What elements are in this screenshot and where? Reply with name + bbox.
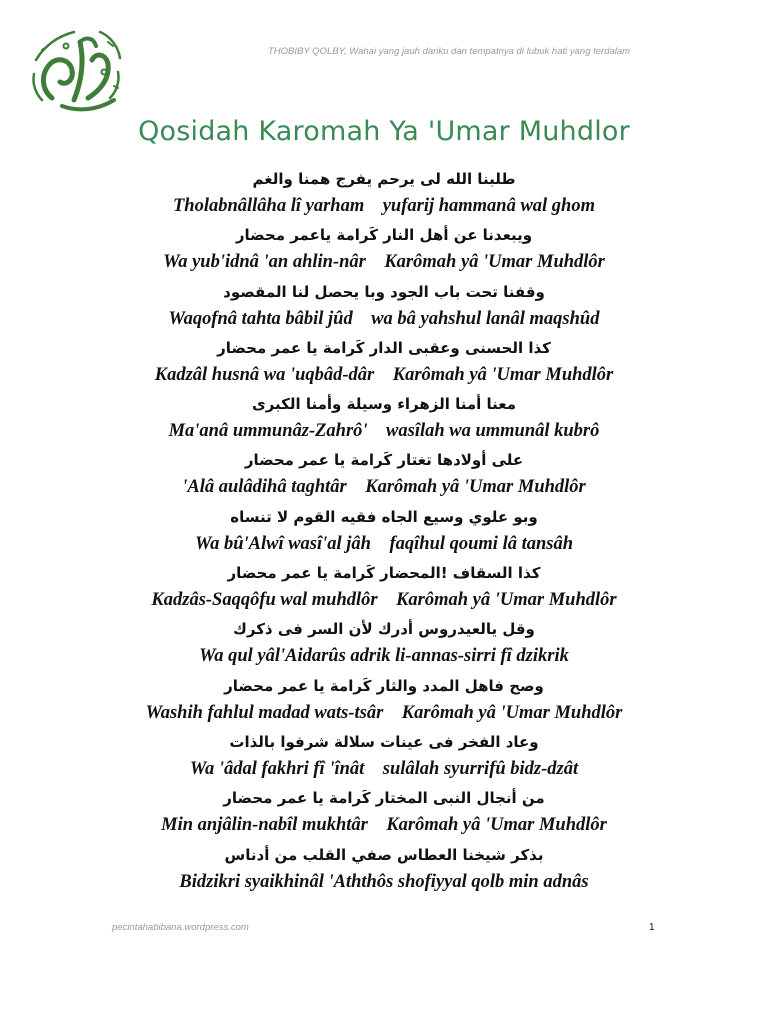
verse-transliteration-text: Wa yub'idnâ 'an ahlin-nâr Karômah yâ 'Umar Muhdlôr <box>163 252 605 273</box>
verse-transliteration-text: Wa 'âdal fakhri fî 'înât sulâlah syurrifû bidz-dzât <box>189 758 579 779</box>
verse-transliteration-text: 'Alâ aulâdihâ taghtâr Karômah yâ 'Umar Muhdlôr <box>182 477 586 498</box>
header-running-text: THOBIBY QOLBY, Wahai yang jauh dariku dan tempatnya di lubuk hati yang terdalam <box>268 46 631 57</box>
verse-item <box>0 673 768 729</box>
verse-item <box>0 842 768 898</box>
muhammad-calligraphy-logo <box>22 20 132 120</box>
verse-transliteration-text: Min anjâlin-nabîl mukhtâr Karômah yâ 'Umar Muhdlôr <box>161 815 607 836</box>
verse-arabic-text: ويبعدنا عن أهل النار كَرامة ياعمر محضار <box>235 226 533 245</box>
verse-item <box>0 391 768 447</box>
verse-transliteration-text: Wa bû'Alwî wasî'al jâh faqîhul qoumi lâ tansâh <box>195 533 573 554</box>
page-number: 1 <box>649 922 655 933</box>
verse-item <box>0 335 768 391</box>
verses-list <box>0 166 768 898</box>
verse-arabic-text: معنا أمنا الزهراء وسيلة وأمنا الكبرى <box>251 395 517 414</box>
verse-arabic-text: بذكر شيخنا العطاس صفي القلب من أدناس <box>224 845 544 864</box>
verse-arabic-text: وقل يالعيدروس أدرك لأن السر فى ذكرك <box>233 620 535 639</box>
verse-arabic-text: طلبنا الله لى يرحم يفرج همنا والغم <box>252 170 516 188</box>
verse-arabic-text: وعاد الفخر فى عينات سلالة شرفوا بالذات <box>229 732 539 751</box>
page-title: Qosidah Karomah Ya 'Umar Muhdlor <box>138 116 630 147</box>
verse-arabic-text: على أولادها تغتار كَرامة يا عمر محضار <box>244 451 524 470</box>
verse-item <box>0 166 768 222</box>
verse-transliteration-text: Tholabnâllâha lî yarham yufarij hammanâ wal ghom <box>173 196 595 216</box>
verse-transliteration-text: Kadzâs-Saqqôfu wal muhdlôr Karômah yâ 'Umar Muhdlôr <box>151 590 617 611</box>
verse-transliteration-text: Ma'anâ ummunâz-Zahrô' wasîlah wa ummunâl kubrô <box>168 421 600 442</box>
verse-transliteration-text: Washih fahlul madad wats-tsâr Karômah yâ 'Umar Muhdlôr <box>145 702 623 723</box>
verse-item <box>0 560 768 616</box>
verse-item <box>0 616 768 672</box>
calligraphy-seal-icon <box>22 20 132 120</box>
verse-arabic-text: وبو علوي وسيع الجاه فقيه القوم لا تنساه <box>230 507 538 526</box>
verse-transliteration-text: Bidzikri syaikhinâl 'Aththôs shofiyyal qolb min adnâs <box>179 871 589 892</box>
verse-item <box>0 504 768 560</box>
verse-item <box>0 279 768 335</box>
verse-item <box>0 729 768 785</box>
verse-item <box>0 785 768 841</box>
verse-arabic-text: وصح فاهل المدد والثار كَرامة يا عمر محضار <box>224 676 544 695</box>
verse-arabic-text: من أنجال النبى المختار كَرامة يا عمر محضار <box>223 789 545 808</box>
footer-url: pecintahabibana.wordpress.com <box>112 922 249 933</box>
verse-arabic-text: وقفنا تحت باب الجود وبا يحصل لنا المقصود <box>223 282 545 301</box>
verse-arabic-text: كذا السقاف !المحضار كَرامة يا عمر محضار <box>227 564 541 583</box>
verse-item <box>0 222 768 278</box>
verse-item <box>0 447 768 503</box>
verse-transliteration-text: Waqofnâ tahta bâbil jûd wa bâ yahshul lanâl maqshûd <box>168 308 600 329</box>
verse-transliteration-text: Wa qul yâl'Aidarûs adrik li-annas-sirri fî dzikrik <box>199 646 569 667</box>
verse-transliteration-text: Kadzâl husnâ wa 'uqbâd-dâr Karômah yâ 'Umar Muhdlôr <box>154 364 614 385</box>
verse-arabic-text: كذا الحسنى وعقبى الدار كَرامة يا عمر محضار <box>217 338 551 357</box>
